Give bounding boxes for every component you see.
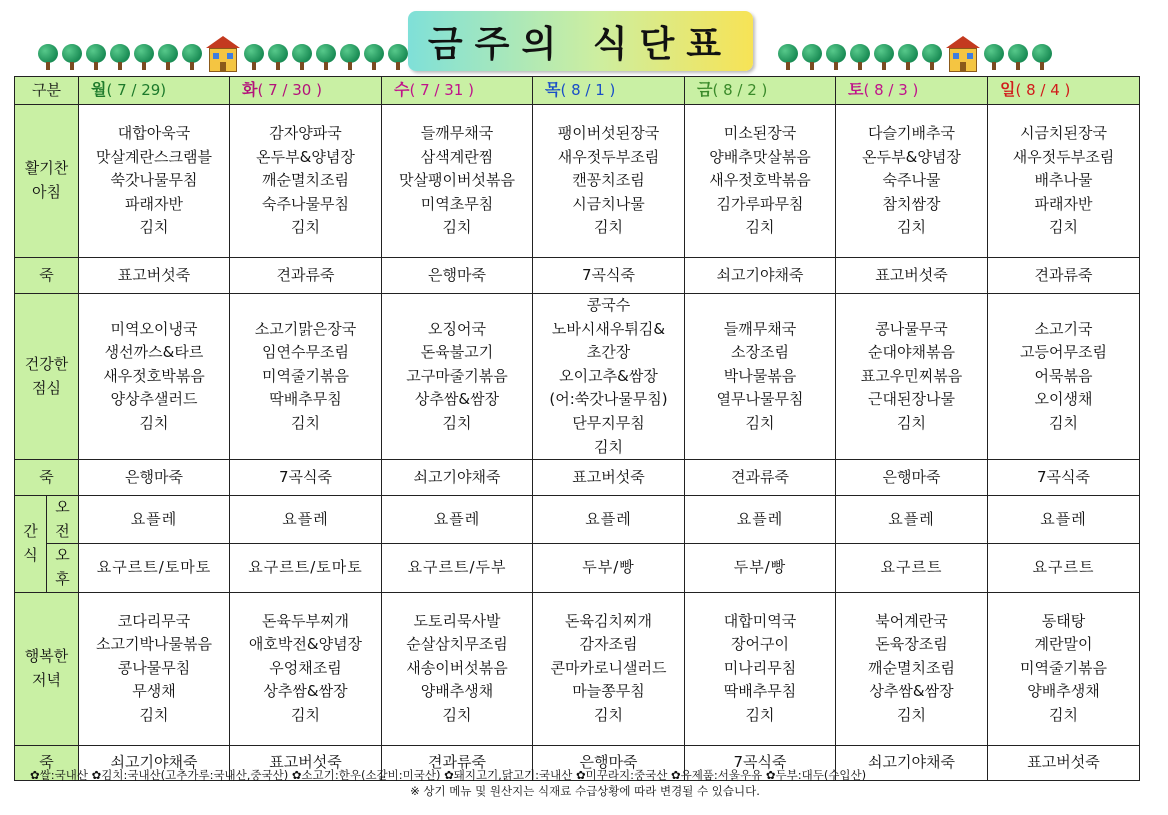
tree-icon [316, 44, 336, 70]
dinner-label [15, 592, 79, 745]
tree-icon [86, 44, 106, 70]
menu-item: 박나물볶음 [723, 366, 797, 385]
lunch-menu-cell [685, 294, 836, 460]
day-name: 일 [1000, 80, 1016, 100]
day-name: 토 [848, 80, 864, 100]
menu-item: 김치 [745, 705, 775, 724]
day-date: ( 7 / 31 ) [409, 81, 474, 100]
lunch-menu-cell [79, 294, 230, 460]
menu-item: 근대된장나물 [868, 390, 955, 409]
menu-item: 김치 [897, 705, 926, 724]
menu-item: 깨순멸치조림 [868, 658, 955, 677]
day-name: 목 [545, 80, 561, 100]
menu-item: 임연수무조림 [262, 343, 349, 362]
origin-note: ✿쌀:국내산 ✿김치:국내산(고추가루:국내산,중국산) ✿소고기:한우(소갈비:미국산) ✿돼지고기,닭고기:국내산 ✿미꾸라지:중국산 ✿유제품:서울우유 ✿두부:대두(수입산) [30, 768, 867, 782]
snack-item: 요플레 [888, 509, 935, 528]
page-header [0, 0, 1168, 76]
menu-item: 오징어국 [428, 319, 486, 338]
snack-pm-cell [685, 544, 836, 592]
day-header [685, 77, 836, 105]
day-name: 화 [242, 80, 258, 100]
menu-item: (어:쑥갓나물무침) [549, 390, 668, 409]
dinner-menu-cell [533, 592, 685, 745]
change-note: ※ 상기 메뉴 및 원산지는 식재료 수급상황에 따라 변경될 수 있습니다. [410, 784, 760, 798]
porridge-cell [230, 460, 382, 496]
menu-item: 마늘쫑무침 [572, 682, 645, 701]
porridge-item: 견과류죽 [428, 752, 486, 771]
porridge-item: 표고버섯죽 [572, 467, 645, 486]
menu-item: 미소된장국 [723, 124, 797, 143]
porridge-cell [836, 460, 988, 496]
lunch-label [15, 294, 79, 460]
menu-item: 열무나물무침 [716, 390, 804, 409]
porridge-cell [382, 258, 533, 294]
tree-icon [984, 44, 1004, 70]
menu-item: 시금치나물 [572, 194, 645, 213]
porridge-item: 7곡식죽 [278, 467, 332, 486]
menu-item: 콩나물무침 [117, 658, 191, 677]
menu-item: 새우젓두부조림 [1012, 147, 1115, 166]
menu-item: 미나리무침 [723, 658, 797, 677]
dinner-menu-cell [685, 592, 836, 745]
tree-icon [1032, 44, 1052, 70]
menu-item: 노바시새우튀김& [551, 319, 666, 338]
porridge-cell [533, 258, 685, 294]
menu-item: 김치 [139, 705, 169, 724]
day-header-row [15, 77, 1140, 105]
snack-pm-label-text: 후 [55, 569, 70, 588]
house-icon [206, 36, 240, 72]
snack-item: 요구르트/토마토 [96, 558, 212, 577]
porridge-cell [836, 258, 988, 294]
menu-item: 김치 [594, 437, 623, 456]
day-header [79, 77, 230, 105]
menu-item: 김치 [897, 218, 926, 237]
tree-icon [850, 44, 870, 70]
menu-item: 동태탕 [1041, 611, 1086, 630]
menu-item: 순대야채볶음 [868, 343, 955, 362]
menu-item: 양상추샐러드 [110, 390, 198, 409]
dinner-menu-cell [79, 592, 230, 745]
menu-item: 김치 [442, 413, 472, 432]
menu-table [14, 76, 1140, 781]
porridge-item: 견과류죽 [276, 265, 335, 284]
lunch-menu-cell [988, 294, 1140, 460]
menu-item: 돈육김치찌개 [565, 611, 652, 630]
menu-item: 새송이버섯볶음 [406, 658, 508, 677]
menu-item: 무생채 [132, 682, 176, 701]
menu-item: 숙주나물무침 [262, 194, 349, 213]
day-date: ( 8 / 2 ) [712, 81, 768, 100]
menu-item: 김치 [897, 413, 926, 432]
menu-item: 장어구이 [731, 635, 789, 654]
snack-am-cell [533, 496, 685, 544]
porridge-item: 7곡식죽 [1036, 467, 1090, 486]
porridge-cell [382, 460, 533, 496]
porridge-label-text: 죽 [39, 265, 54, 284]
tree-icon [922, 44, 942, 70]
snack-am-row [15, 496, 1140, 544]
menu-item: 소장조림 [731, 343, 789, 362]
breakfast-menu-cell [382, 105, 533, 258]
menu-item: 계란말이 [1034, 635, 1093, 654]
snack-pm-label-text: 오 [55, 546, 70, 565]
snack-label [15, 496, 47, 592]
snack-am-cell [836, 496, 988, 544]
day-date: ( 7 / 29) [106, 81, 167, 100]
porridge-label [15, 258, 79, 294]
porridge-item: 견과류죽 [1034, 265, 1093, 284]
porridge-item: 표고버섯죽 [1027, 752, 1100, 771]
menu-item: 들깨무채국 [420, 124, 494, 143]
snack-am-label-text: 오 [55, 498, 70, 517]
porridge-label-text: 죽 [39, 467, 54, 486]
porridge-cell [533, 460, 685, 496]
day-header [836, 77, 988, 105]
snack-am-cell [988, 496, 1140, 544]
lunch-row [15, 294, 1140, 460]
porridge-item: 은행마죽 [125, 467, 183, 486]
menu-item: 오이생채 [1034, 390, 1093, 409]
porridge-label [15, 460, 79, 496]
menu-item: 소고기맑은장국 [254, 319, 357, 338]
menu-item: 코다리무국 [117, 611, 191, 630]
snack-item: 요플레 [585, 509, 632, 528]
menu-item: 양배추생채 [420, 682, 494, 701]
snack-pm-label [47, 544, 79, 592]
menu-item: 배추나물 [1034, 171, 1093, 190]
menu-item: 김치 [139, 218, 169, 237]
porridge-item: 은행마죽 [579, 752, 638, 771]
menu-item: 김치 [139, 413, 169, 432]
menu-item: 시금치된장국 [1020, 124, 1107, 143]
menu-item: 팽이버섯된장국 [557, 124, 660, 143]
porridge-item: 7곡식죽 [733, 752, 787, 771]
porridge-cell [988, 460, 1140, 496]
day-date: ( 8 / 3 ) [863, 81, 919, 100]
porridge-item: 은행마죽 [882, 467, 941, 486]
menu-item: 콩국수 [586, 296, 631, 314]
tree-icon [182, 44, 202, 70]
porridge-item: 쇠고기야채죽 [716, 265, 804, 284]
dinner-label-text: 행복한 [24, 646, 69, 665]
menu-item: 김치 [1049, 413, 1078, 432]
menu-item: 미역줄기볶음 [262, 366, 349, 385]
menu-item: 온두부&양념장 [256, 147, 355, 166]
menu-item: 온두부&양념장 [862, 147, 961, 166]
day-date: ( 8 / 4 ) [1015, 81, 1071, 100]
porridge-item: 은행마죽 [428, 265, 486, 284]
menu-item: 돈육두부찌개 [262, 611, 349, 630]
day-header [533, 77, 685, 105]
menu-item: 우엉채조림 [269, 658, 342, 677]
porridge-item: 쇠고기야채죽 [413, 467, 501, 486]
tree-icon [826, 44, 846, 70]
menu-item: 들깨무채국 [723, 319, 797, 338]
menu-item: 도토리묵사발 [413, 611, 501, 630]
menu-item: 미역초무침 [420, 194, 494, 213]
tree-icon [268, 44, 288, 70]
snack-pm-cell [79, 544, 230, 592]
menu-item: 김치 [1049, 218, 1078, 237]
title-banner [408, 11, 753, 71]
snack-label-text: 식 [23, 545, 38, 564]
day-name: 수 [394, 80, 410, 100]
breakfast-label [15, 105, 79, 258]
menu-item: 돈육불고기 [420, 343, 494, 362]
breakfast-menu-cell [533, 105, 685, 258]
menu-item: 김치 [291, 413, 320, 432]
snack-pm-cell [836, 544, 988, 592]
menu-item: 김치 [594, 218, 623, 237]
porridge-label-text: 죽 [39, 752, 54, 771]
snack-item: 두부/빵 [582, 558, 635, 577]
tree-icon [340, 44, 360, 70]
menu-item: 미역오이냉국 [110, 319, 198, 338]
menu-item: 돈육장조림 [875, 635, 948, 654]
menu-item: 쑥갓나물무침 [110, 171, 198, 190]
day-name: 금 [697, 80, 713, 100]
day-date: ( 7 / 30 ) [257, 81, 322, 100]
menu-item: 김치 [745, 218, 775, 237]
breakfast-menu-cell [685, 105, 836, 258]
tree-icon [38, 44, 58, 70]
porridge-item: 쇠고기야채죽 [110, 752, 198, 771]
snack-am-label [47, 496, 79, 544]
menu-item: 상추쌈&쌈장 [414, 390, 500, 409]
menu-item: 오이고추&쌈장 [559, 366, 658, 385]
menu-item: 고구마줄기볶음 [406, 366, 508, 385]
lunch-menu-cell [533, 294, 685, 460]
snack-label-text: 간 [23, 522, 38, 541]
menu-item: 순살삼치무조림 [406, 635, 508, 654]
breakfast-label-text: 아침 [32, 183, 61, 201]
menu-item: 소고기박나물볶음 [96, 635, 212, 654]
menu-item: 김치 [1049, 705, 1078, 724]
snack-item: 요구르트 [880, 558, 943, 577]
corner-header [15, 77, 79, 105]
snack-pm-cell [382, 544, 533, 592]
breakfast-menu-cell [79, 105, 230, 258]
snack-item: 요구르트/두부 [407, 558, 507, 577]
menu-item: 깨순멸치조림 [262, 171, 349, 190]
tree-icon [134, 44, 154, 70]
snack-pm-cell [533, 544, 685, 592]
porridge-row [15, 460, 1140, 496]
snack-pm-row [15, 544, 1140, 592]
snack-item: 요플레 [1040, 509, 1087, 528]
house-icon [946, 36, 980, 72]
lunch-menu-cell [836, 294, 988, 460]
dinner-menu-cell [230, 592, 382, 745]
menu-item: 김치 [442, 218, 472, 237]
menu-item: 새우젓호박볶음 [103, 366, 205, 385]
snack-item: 요플레 [736, 509, 784, 528]
menu-item: 감자조림 [579, 635, 638, 654]
snack-item: 요플레 [282, 509, 329, 528]
breakfast-menu-cell [836, 105, 988, 258]
menu-item: 김치 [291, 705, 320, 724]
menu-item: 김가루파무침 [716, 194, 804, 213]
menu-item: 딱배추무침 [269, 390, 342, 409]
snack-item: 요플레 [433, 509, 481, 528]
menu-item: 캔꽁치조림 [572, 171, 645, 190]
menu-item: 김치 [291, 218, 320, 237]
menu-item: 생선까스&타르 [104, 343, 204, 362]
menu-item: 숙주나물 [882, 171, 941, 190]
menu-item: 어묵볶음 [1034, 366, 1093, 385]
menu-item: 맛살팽이버섯볶음 [399, 171, 515, 190]
porridge-cell [79, 460, 230, 496]
menu-item: 양배추맛살볶음 [709, 147, 811, 166]
tree-decoration-right [778, 44, 1052, 72]
porridge-item: 7곡식죽 [581, 265, 635, 284]
menu-item: 맛살계란스크램블 [96, 147, 212, 166]
dinner-menu-cell [836, 592, 988, 745]
snack-am-cell [382, 496, 533, 544]
porridge-item: 표고버섯죽 [117, 265, 191, 284]
day-name: 월 [91, 80, 107, 100]
tree-decoration-left [38, 44, 432, 72]
breakfast-label-text: 활기찬 [24, 159, 69, 178]
menu-item: 새우젓호박볶음 [709, 171, 811, 190]
menu-item: 콩나물무국 [875, 319, 948, 338]
menu-item: 참치쌈장 [882, 194, 941, 213]
menu-item: 감자양파국 [269, 124, 342, 143]
tree-icon [388, 44, 408, 70]
lunch-menu-cell [382, 294, 533, 460]
menu-item: 삼색계란찜 [420, 147, 494, 166]
snack-am-cell [230, 496, 382, 544]
menu-item: 파래자반 [1034, 194, 1093, 213]
menu-item: 상추쌈&쌈장 [869, 682, 954, 701]
breakfast-menu-cell [988, 105, 1140, 258]
tree-icon [244, 44, 264, 70]
menu-item: 상추쌈&쌈장 [263, 682, 348, 701]
tree-icon [158, 44, 178, 70]
porridge-item: 쇠고기야채죽 [868, 752, 955, 771]
dinner-row [15, 592, 1140, 745]
menu-item: 콘마카로니샐러드 [550, 658, 667, 677]
tree-icon [898, 44, 918, 70]
snack-pm-cell [230, 544, 382, 592]
footnote [30, 767, 1150, 799]
snack-item: 두부/빵 [733, 558, 787, 577]
page-title: 금주의 식단표 [427, 23, 734, 65]
day-header [988, 77, 1140, 105]
menu-item: 소고기국 [1034, 319, 1093, 338]
menu-item: 김치 [594, 705, 623, 724]
menu-item: 다슬기배추국 [868, 124, 955, 143]
lunch-label-text: 점심 [32, 378, 61, 397]
menu-item: 고등어무조림 [1020, 343, 1107, 362]
menu-item: 김치 [442, 705, 472, 724]
tree-icon [874, 44, 894, 70]
snack-am-cell [685, 496, 836, 544]
menu-item: 딱배추무침 [723, 682, 797, 701]
tree-icon [1008, 44, 1028, 70]
menu-item: 초간장 [586, 343, 631, 362]
tree-icon [110, 44, 130, 70]
menu-item: 대합아욱국 [117, 124, 191, 143]
lunch-menu-cell [230, 294, 382, 460]
snack-item: 요플레 [130, 509, 178, 528]
porridge-cell [230, 258, 382, 294]
menu-item: 대합미역국 [723, 611, 797, 630]
lunch-label-text: 건강한 [24, 354, 69, 373]
menu-item: 단무지무침 [572, 413, 645, 432]
menu-item: 애호박전&양념장 [248, 635, 363, 654]
tree-icon [364, 44, 384, 70]
menu-item: 북어계란국 [875, 611, 948, 630]
corner-label: 구분 [32, 80, 61, 99]
breakfast-menu-cell [230, 105, 382, 258]
porridge-item: 표고버섯죽 [269, 752, 342, 771]
dinner-menu-cell [382, 592, 533, 745]
snack-pm-cell [988, 544, 1140, 592]
porridge-item: 견과류죽 [731, 467, 789, 486]
porridge-item: 표고버섯죽 [875, 265, 948, 284]
menu-item: 김치 [745, 413, 775, 432]
breakfast-row [15, 105, 1140, 258]
menu-item: 표고우민찌볶음 [860, 366, 963, 385]
tree-icon [62, 44, 82, 70]
porridge-cell [79, 258, 230, 294]
day-header [230, 77, 382, 105]
snack-item: 요구르트 [1032, 558, 1095, 577]
menu-item: 양배추생채 [1027, 682, 1100, 701]
snack-am-cell [79, 496, 230, 544]
tree-icon [292, 44, 312, 70]
menu-item: 파래자반 [125, 194, 183, 213]
dinner-label-text: 저녁 [32, 670, 61, 689]
porridge-cell [988, 258, 1140, 294]
snack-item: 요구르트/토마토 [248, 558, 363, 577]
tree-icon [778, 44, 798, 70]
tree-icon [802, 44, 822, 70]
snack-am-label-text: 전 [55, 521, 70, 540]
day-header [382, 77, 533, 105]
day-date: ( 8 / 1 ) [560, 81, 616, 100]
porridge-cell [685, 460, 836, 496]
dinner-menu-cell [988, 592, 1140, 745]
porridge-cell [685, 258, 836, 294]
porridge-row [15, 258, 1140, 294]
menu-item: 새우젓두부조림 [557, 147, 660, 166]
menu-item: 미역줄기볶음 [1020, 658, 1107, 677]
